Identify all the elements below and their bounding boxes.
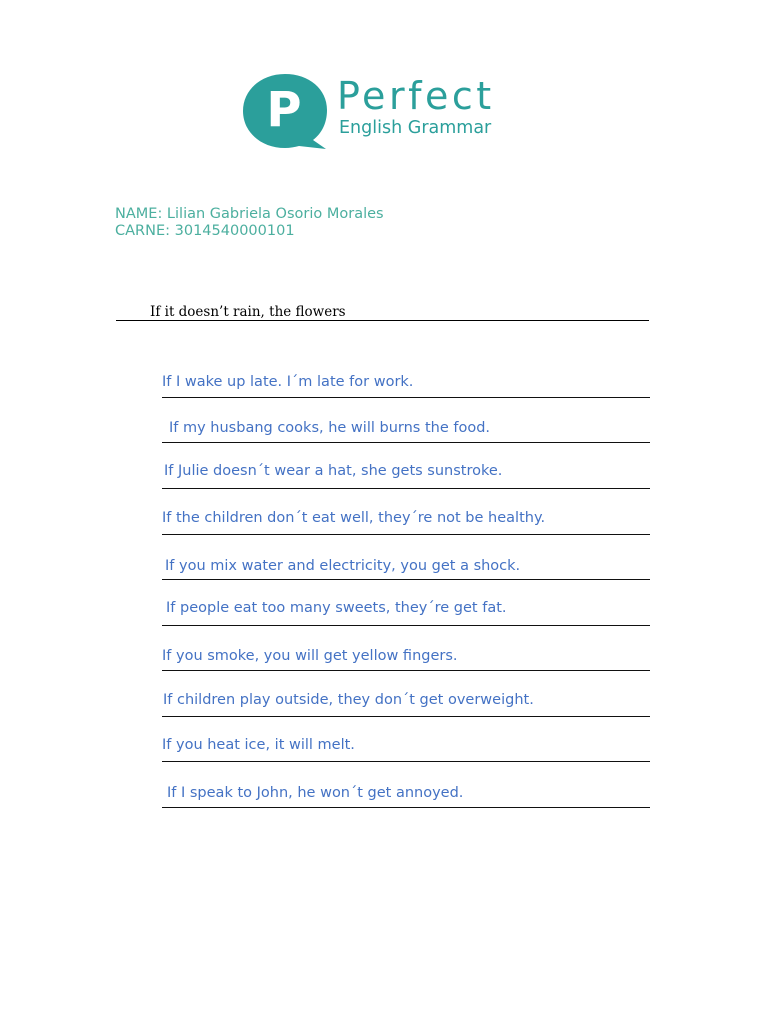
- answer-10-line: [162, 807, 650, 808]
- answer-7-line: [162, 670, 650, 671]
- answer-6-line: [162, 625, 650, 626]
- student-name: NAME: Lilian Gabriela Osorio Morales: [115, 206, 384, 222]
- answer-5-text: If you mix water and electricity, you get a shock.: [165, 558, 521, 574]
- answer-9-text: If you heat ice, it will melt.: [162, 737, 355, 753]
- answer-4-line: [162, 534, 650, 535]
- answer-2-text: If my husbang cooks, he will burns the food.: [169, 420, 491, 436]
- answer-9-line: [162, 761, 650, 762]
- student-carne: CARNE: 3014540000101: [115, 223, 295, 239]
- answer-2-line: [162, 442, 650, 443]
- answer-8-line: [162, 716, 650, 717]
- answer-1-text: If I wake up late. I´m late for work.: [162, 374, 414, 390]
- logo-wordmark: Perfect: [337, 74, 495, 118]
- example-sentence: If it doesn’t rain, the flowers: [150, 304, 346, 320]
- answer-8-text: If children play outside, they don´t get overweight.: [163, 692, 534, 708]
- answer-3-text: If Julie doesn´t wear a hat, she gets sunstroke.: [164, 463, 503, 479]
- answer-1-line: [162, 397, 650, 398]
- answer-10-text: If I speak to John, he won´t get annoyed.: [167, 785, 464, 801]
- logo-subtitle: English Grammar: [339, 118, 492, 138]
- answer-5-line: [162, 579, 650, 580]
- answer-6-text: If people eat too many sweets, they´re get fat.: [166, 600, 507, 616]
- answer-4-text: If the children don´t eat well, they´re not be healthy.: [162, 510, 546, 526]
- logo-letter: P: [266, 82, 302, 138]
- answer-7-text: If you smoke, you will get yellow fingers.: [162, 648, 458, 664]
- answer-3-line: [162, 488, 650, 489]
